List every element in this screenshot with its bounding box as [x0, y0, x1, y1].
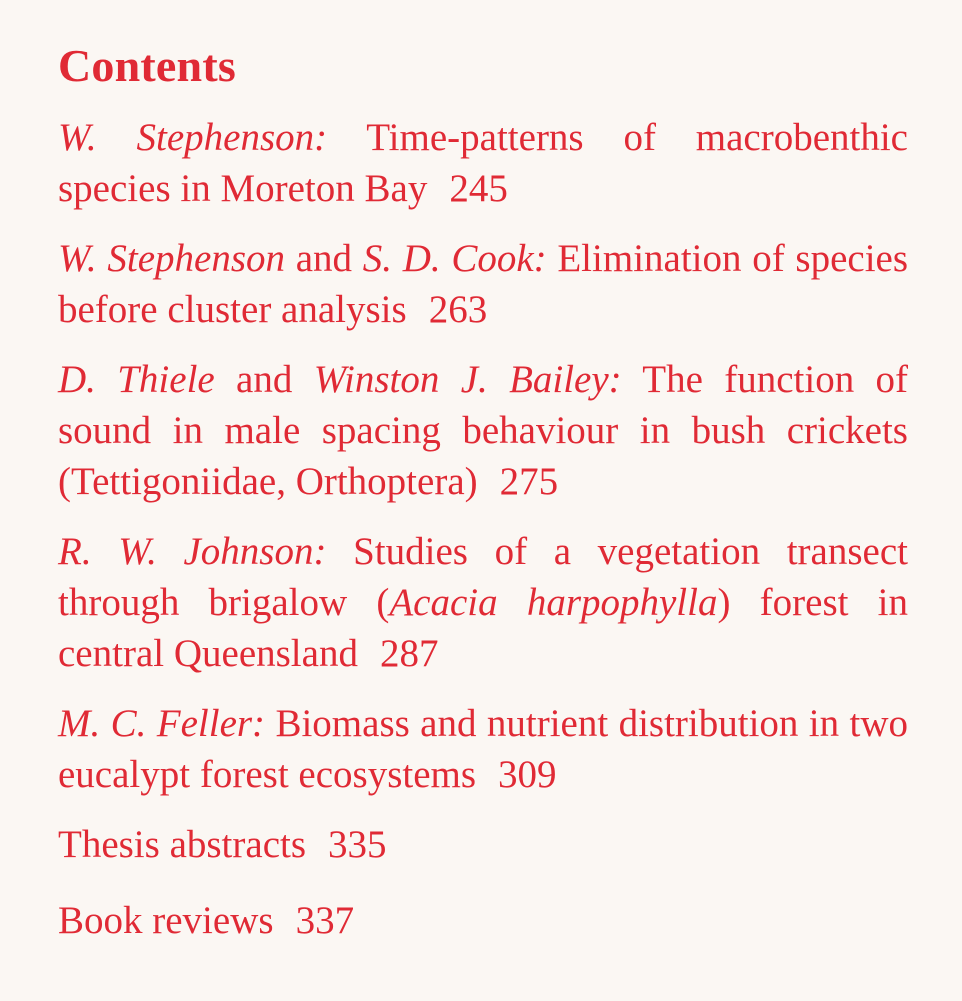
contents-page: [58, 38, 908, 971]
entry-title: The function of sound in male spacing behaviour in bush crickets (Tettigoniidae, Orthoptera): [58, 358, 909, 503]
contents-entry-thiele-bailey: [58, 354, 908, 507]
contents-entry-johnson: [58, 526, 908, 679]
entry-title: Thesis abstracts: [58, 823, 307, 866]
entry-page-number: 263: [428, 288, 488, 331]
entry-author: R. W. Johnson:: [58, 530, 327, 573]
entry-author: M. C. Feller:: [58, 702, 266, 745]
contents-entry-stephenson: [58, 112, 908, 214]
contents-entry-stephenson-cook: [58, 233, 908, 335]
contents-entry-feller: [58, 698, 908, 800]
entry-page-number: 337: [295, 899, 355, 942]
entry-title: Biomass and nutrient distribution in two eucalypt forest ecosystems: [58, 702, 909, 796]
entry-title: Elimination of species before cluster analysis: [58, 237, 909, 331]
entry-page-number: 309: [498, 753, 557, 796]
entry-author: D. Thiele: [58, 358, 215, 401]
contents-entry-thesis-abstracts: [58, 819, 908, 870]
entry-scientific-name: Acacia harpophylla: [389, 581, 718, 624]
entry-title: Book reviews: [58, 899, 274, 942]
entry-conjunction: and: [295, 237, 353, 280]
entry-title-part: Studies of a vegetation transect through brigalow (: [58, 530, 908, 624]
entry-page-number: 245: [449, 167, 508, 210]
entry-author: W. Stephenson:: [58, 116, 328, 159]
entry-page-number: 335: [328, 823, 387, 866]
entry-page-number: 275: [499, 460, 559, 503]
entry-page-number: 287: [379, 632, 439, 675]
entry-title-part: ) forest in central Queensland: [58, 581, 908, 675]
contents-entry-book-reviews: [58, 895, 908, 946]
contents-heading: Contents: [58, 40, 236, 91]
entry-title: Time-patterns of macrobenthic species in Moreton Bay: [58, 116, 908, 210]
entry-author: Winston J. Bailey:: [313, 358, 622, 401]
entry-author: S. D. Cook:: [362, 237, 547, 280]
entry-conjunction: and: [236, 358, 293, 401]
entry-author: W. Stephenson: [58, 237, 285, 280]
